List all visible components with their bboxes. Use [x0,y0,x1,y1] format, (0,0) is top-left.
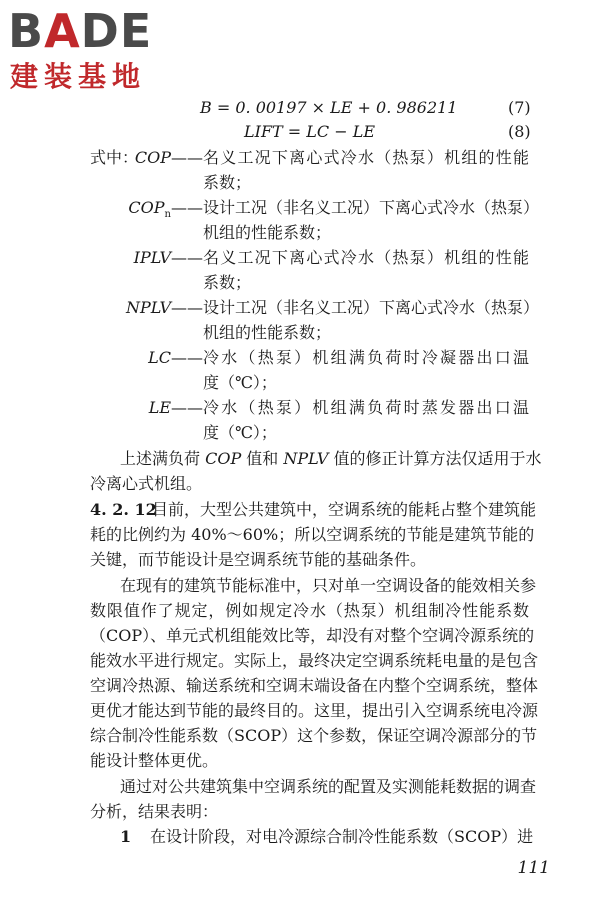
para-4-line-1: 通过对公共建筑集中空调系统的配置及实测能耗数据的调查 [120,777,537,796]
section-number: 4. 2. 12 [90,500,157,519]
def-symbol-lc: LC—— [148,348,203,367]
definitions-intro: 式中： [90,148,139,167]
page-number: 111 [517,858,550,878]
def-text-nplv-1: 设计工况（非名义工况）下离心式冷水（热泵） [203,298,540,317]
logo-subtitle: 建装基地 [10,60,147,93]
para-4-line-2: 分析，结果表明： [90,802,219,821]
para-3-line-2: 数限值作了规定，例如规定冷水（热泵）机组制冷性能系数 [90,601,529,620]
equation-8: LIFT = LC − LE [244,122,376,141]
para-2-line-2: 耗的比例约为 40%～60%；所以空调系统的节能是建筑节能的 [90,525,535,544]
def-text-iplv-1: 名义工况下离心式冷水（热泵）机组的性能 [203,248,529,267]
item-1-line-1: 在设计阶段，对电冷源综合制冷性能系数（SCOP）进 [150,827,534,846]
def-text-le-2: 度（℃）； [203,423,277,442]
equation-number-7: (7) [508,98,531,117]
def-symbol-cop: COP—— [134,148,203,167]
def-text-nplv-2: 机组的性能系数； [203,323,332,342]
equation-number-8: (8) [508,122,531,141]
def-text-lc-1: 冷水（热泵）机组满负荷时冷凝器出口温 [203,348,529,367]
para-2-line-3: 关键，而节能设计是空调系统节能的基础条件。 [90,550,427,569]
def-text-copn-2: 机组的性能系数； [203,223,332,242]
para-2-line-1: 目前，大型公共建筑中，空调系统的能耗占整个建筑能 [152,500,537,519]
def-symbol-le: LE—— [148,398,203,417]
para-3-line-7: 综合制冷性能系数（SCOP）这个参数，保证空调冷源部分的节 [90,726,538,745]
def-symbol-iplv: IPLV—— [133,248,203,267]
bade-logo [8,6,178,98]
def-text-copn-1: 设计工况（非名义工况）下离心式冷水（热泵） [203,198,540,217]
para-3-line-1: 在现有的建筑节能标准中，只对单一空调设备的能效相关参 [120,576,537,595]
def-text-iplv-2: 系数； [203,273,252,292]
def-text-cop-2: 系数； [203,173,252,192]
equation-7: B = 0. 00197 × LE + 0. 986211 [200,98,458,117]
logo-wordmark: BADE [8,4,153,58]
def-symbol-nplv: NPLV—— [125,298,203,317]
para-3-line-5: 空调冷热源、输送系统和空调末端设备在内整个空调系统，整体 [90,676,539,695]
def-symbol-copn: $COP_n——$ [128,198,203,221]
def-text-le-1: 冷水（热泵）机组满负荷时蒸发器出口温 [203,398,529,417]
def-text-cop-1: 名义工况下离心式冷水（热泵）机组的性能 [203,148,529,167]
para-1-line-1: 上述满负荷 COP 值和 NPLV 值的修正计算方法仅适用于水 [120,449,542,468]
para-3-line-8: 能设计整体更优。 [90,751,219,770]
para-1-line-2: 冷离心式机组。 [90,474,203,493]
para-3-line-4: 能效水平进行规定。实际上，最终决定空调系统耗电量的是包含 [90,651,539,670]
para-3-line-3: （COP）、单元式机组能效比等，却没有对整个空调冷源系统的 [90,626,535,645]
item-1-number: 1 [120,827,132,846]
para-3-line-6: 更优才能达到节能的最终目的。这里，提出引入空调系统电冷源 [90,701,539,720]
def-text-lc-2: 度（℃）； [203,373,277,392]
